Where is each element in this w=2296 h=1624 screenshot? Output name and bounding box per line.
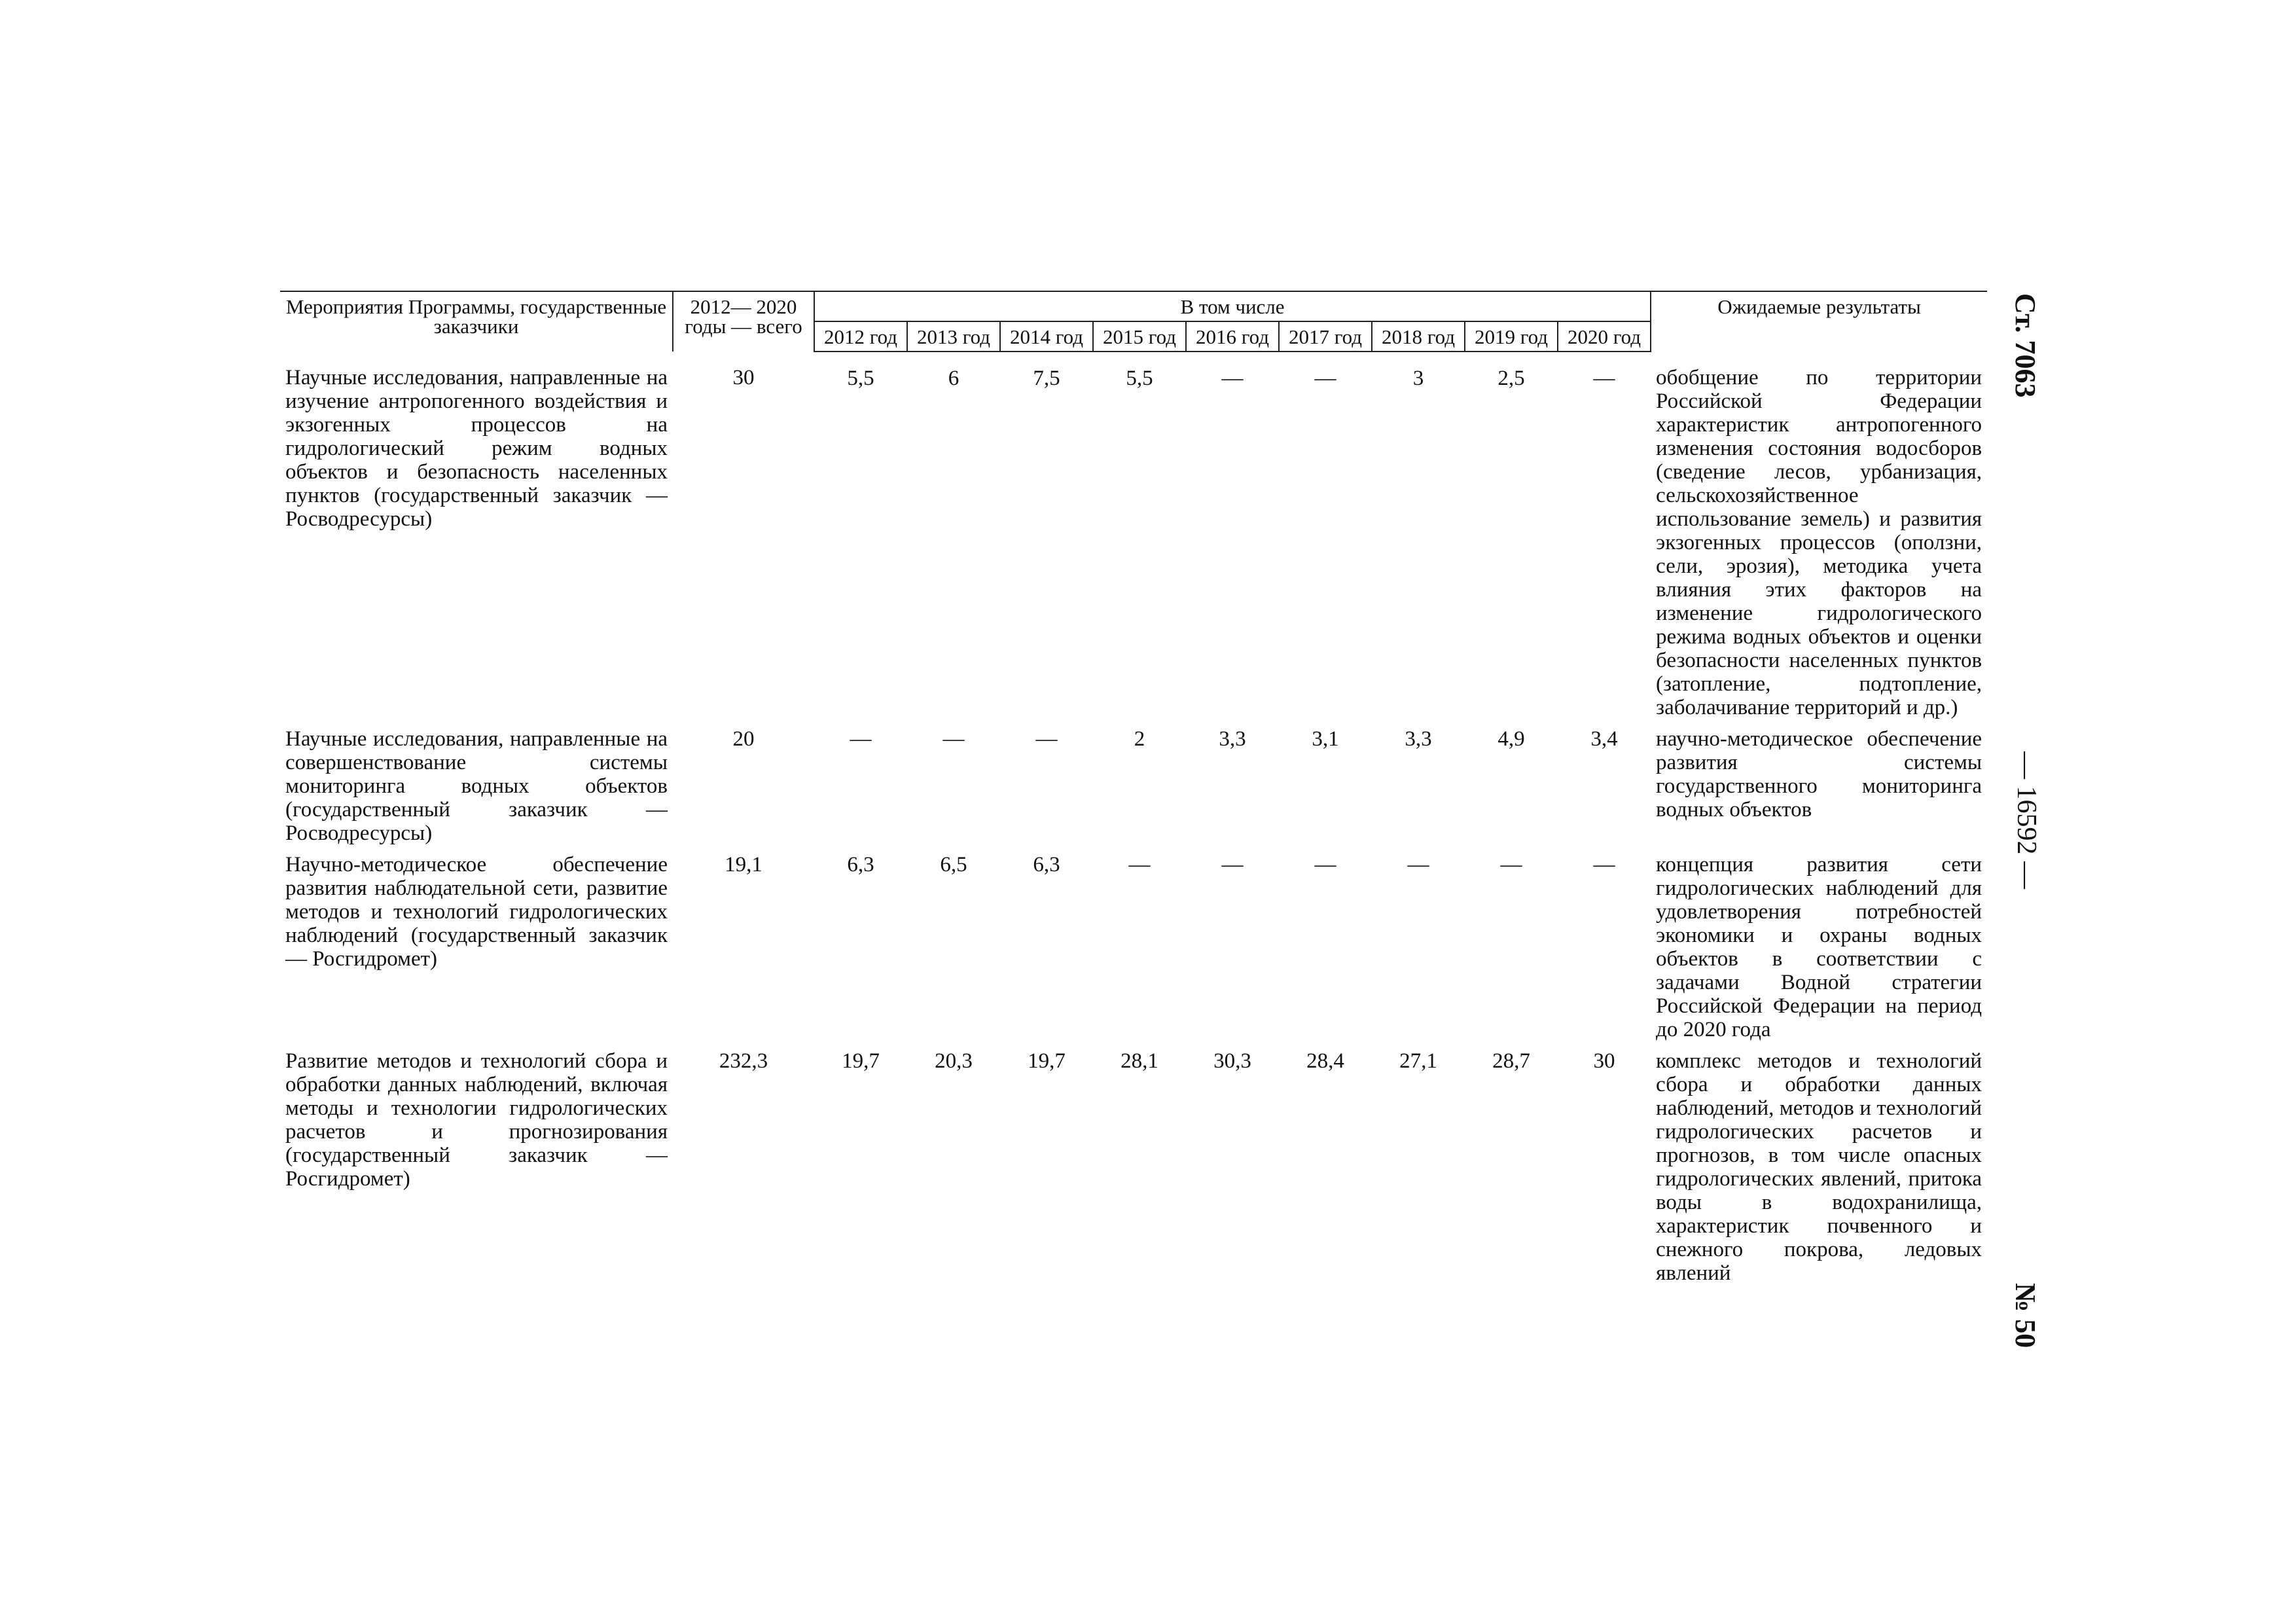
header-year: 2013 год [907, 321, 1000, 352]
page-number-label: — 16592 — [2011, 751, 2041, 889]
year-value-cell: — [850, 727, 872, 751]
year-value-cell: 4,9 [1498, 727, 1525, 751]
measures-table [280, 291, 1987, 1293]
year-value-cell: 19,7 [842, 1049, 880, 1073]
measure-cell: Научные исследования, направленные на совершенствование системы мониторинга водных объектов (государственный заказчик — Росводресурсы) [285, 727, 668, 845]
header-year: 2017 год [1279, 321, 1372, 352]
header-year: 2015 год [1093, 321, 1186, 352]
result-cell: обобщение по территории Российской Федерации характеристик антропогенного изменения состояния водосборов (сведение лесов, урбанизация, сельскохозяйственное использование земель) и развития экзогенных процессов (оползни, сели, эрозия), методика учета влияния этих факторов на изменение гидрологического режима водных объектов и оценки безопасности населенных пунктов (затопление, подтопление, заболачивание территорий и др.) [1656, 366, 1982, 719]
header-year: 2016 год [1186, 321, 1279, 352]
year-value-cell: 20,3 [935, 1049, 973, 1073]
header-results: Ожидаемые результаты [1651, 291, 1987, 352]
year-value-cell: 6,3 [847, 853, 874, 876]
year-value-cell: — [1128, 853, 1151, 876]
header-total: 2012— 2020 годы — всего [673, 291, 814, 352]
year-value-cell: 6,5 [940, 853, 967, 876]
year-value-cell: — [1314, 853, 1336, 876]
result-cell: научно-методическое обеспечение развития системы государственного мониторинга водных объектов [1656, 727, 1982, 821]
total-cell: 20 [732, 727, 755, 751]
year-value-cell: 3 [1412, 367, 1424, 390]
result-cell: комплекс методов и технологий сбора и обработки данных наблюдений, методов и технологий гидрологических расчетов и прогнозов, в том числе опасных гидрологических явлений, притока воды в водохранилища, характеристик почвенного и снежного покрова, ледовых явлений [1656, 1049, 1982, 1285]
measure-cell: Научно-методическое обеспечение развития наблюдательной сети, развитие методов и технологий гидрологических наблюдений (государственный заказчик — Росгидромет) [285, 853, 668, 971]
total-cell: 232,3 [719, 1049, 768, 1073]
year-value-cell: — [1593, 853, 1615, 876]
year-value-cell: — [1500, 853, 1522, 876]
year-value-cell: 7,5 [1033, 367, 1060, 390]
header-year: 2012 год [814, 321, 907, 352]
year-value-cell: — [942, 727, 965, 751]
year-value-cell: — [1035, 727, 1058, 751]
year-value-cell: 28,4 [1306, 1049, 1344, 1073]
result-cell: концепция развития сети гидрологических наблюдений для удовлетворения потребностей экономики и охраны водных объектов в соответствии с задачами Водной стратегии Российской Федерации на период до 2020 года [1656, 853, 1982, 1041]
year-value-cell: 5,5 [1126, 367, 1153, 390]
year-value-cell: — [1314, 367, 1336, 390]
total-cell: 30 [732, 366, 755, 389]
year-value-cell: 3,1 [1312, 727, 1339, 751]
header-measures: Мероприятия Программы, государственные заказчики [280, 291, 673, 352]
table-row [280, 727, 1987, 853]
header-year: 2019 год [1465, 321, 1558, 352]
year-value-cell: — [1593, 367, 1615, 390]
year-value-cell: 3,3 [1219, 727, 1246, 751]
year-value-cell: — [1221, 367, 1244, 390]
year-value-cell: 3,3 [1405, 727, 1432, 751]
year-value-cell: 3,4 [1590, 727, 1618, 751]
header-year: 2020 год [1558, 321, 1651, 352]
year-value-cell: 28,1 [1121, 1049, 1158, 1073]
year-value-cell: 30,3 [1213, 1049, 1251, 1073]
table-row [280, 853, 1987, 1049]
year-value-cell: 2,5 [1498, 367, 1525, 390]
year-value-cell: — [1407, 853, 1429, 876]
total-cell: 19,1 [725, 853, 762, 876]
header-including: В том числе [814, 291, 1651, 321]
table-row [280, 352, 1987, 727]
year-value-cell: 27,1 [1399, 1049, 1437, 1073]
issue-number-label: № 50 [2009, 1283, 2041, 1348]
header-year: 2014 год [1000, 321, 1093, 352]
table-row [280, 1049, 1987, 1293]
measure-cell: Научные исследования, направленные на изучение антропогенного воздействия и экзогенных процессов на гидрологический режим водных объектов и безопасность населенных пунктов (государственный заказчик — Росводресурсы) [285, 366, 668, 531]
year-value-cell: 6,3 [1033, 853, 1060, 876]
year-value-cell: 6 [948, 367, 960, 390]
year-value-cell: 2 [1134, 727, 1145, 751]
measure-cell: Развитие методов и технологий сбора и обработки данных наблюдений, включая методы и технологии гидрологических расчетов и прогнозирования (государственный заказчик — Росгидромет) [285, 1049, 668, 1191]
year-value-cell: — [1221, 853, 1244, 876]
year-value-cell: 5,5 [847, 367, 874, 390]
year-value-cell: 19,7 [1028, 1049, 1066, 1073]
year-value-cell: 30 [1593, 1049, 1615, 1073]
header-year: 2018 год [1372, 321, 1465, 352]
header-row-1 [280, 291, 1987, 321]
year-value-cell: 28,7 [1492, 1049, 1530, 1073]
page-code-label: Ст. 7063 [2009, 293, 2041, 398]
